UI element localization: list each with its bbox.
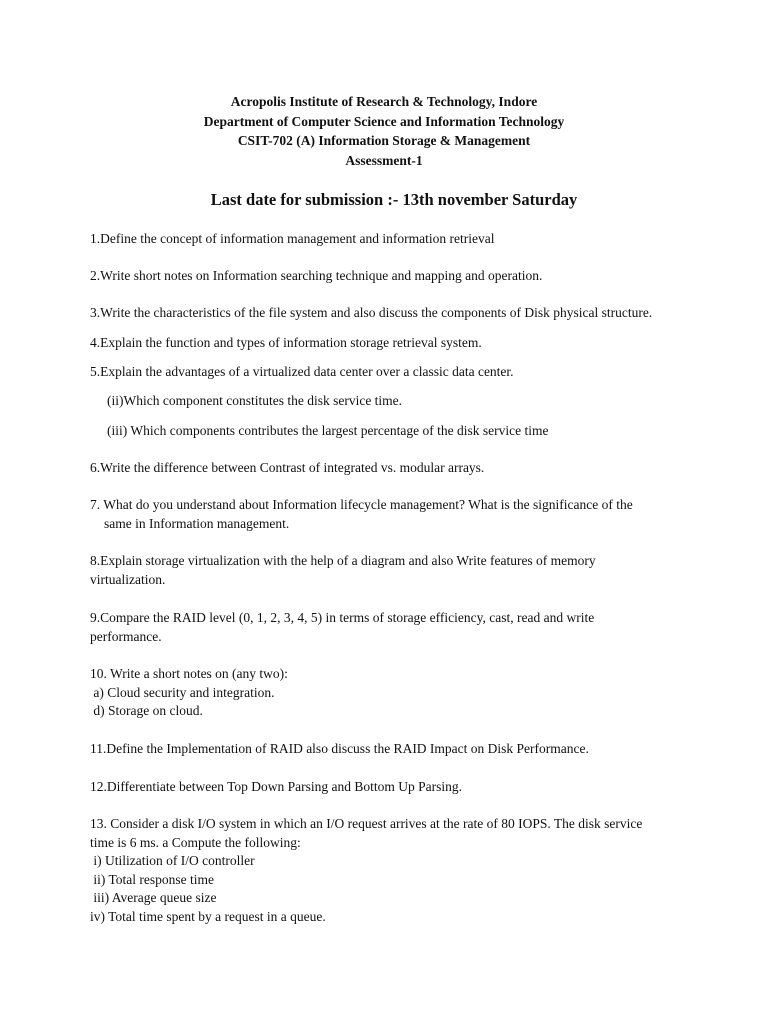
question-4: 4.Explain the function and types of information storage retrieval system. <box>90 335 482 350</box>
question-8 <box>90 552 690 589</box>
question-13-part-i: i) Utilization of I/O controller <box>90 853 255 868</box>
question-2: 2.Write short notes on Information searching technique and mapping and operation. <box>90 268 543 283</box>
question-8-line-1: 8.Explain storage virtualization with the help of a diagram and also Write features of memory <box>90 553 596 568</box>
question-10-line: 10. Write a short notes on (any two): <box>90 666 288 681</box>
question-5-part-iii: (iii) Which components contributes the largest percentage of the disk service time <box>107 423 549 438</box>
assessment-title: Assessment-1 <box>345 152 423 168</box>
institute-name: Acropolis Institute of Research & Technology, Indore <box>230 94 538 109</box>
question-7-line-1: 7. What do you understand about Information lifecycle management? What is the significance of the <box>90 497 633 512</box>
question-7 <box>90 496 690 533</box>
question-13 <box>90 815 690 926</box>
department-name: Department of Computer Science and Information Technology <box>203 113 565 129</box>
document-header <box>0 92 768 170</box>
submission-deadline: Last date for submission :- 13th november Saturday <box>210 190 578 209</box>
course-title: CSIT-702 (A) Information Storage & Management <box>237 133 531 148</box>
question-7-line-2: same in Information management. <box>104 515 290 531</box>
question-13-line-1: 13. Consider a disk I/O system in which an I/O request arrives at the rate of 80 IOPS. The disk service <box>90 816 643 831</box>
question-5: 5.Explain the advantages of a virtualized data center over a classic data center. <box>90 364 514 379</box>
question-9-line-2: performance. <box>90 628 162 644</box>
question-13-part-iii: iii) Average queue size <box>90 890 217 905</box>
question-9-line-1: 9.Compare the RAID level (0, 1, 2, 3, 4, 5) in terms of storage efficiency, cast, read and write <box>90 610 595 625</box>
question-10 <box>90 665 690 721</box>
question-3: 3.Write the characteristics of the file system and also discuss the components of Disk physical structure. <box>90 305 653 320</box>
question-5-part-ii: (ii)Which component constitutes the disk service time. <box>107 393 403 408</box>
question-13-part-ii: ii) Total response time <box>90 871 215 887</box>
question-12: 12.Differentiate between Top Down Parsing and Bottom Up Parsing. <box>90 779 462 794</box>
question-10-option-a: a) Cloud security and integration. <box>90 684 275 700</box>
question-11: 11.Define the Implementation of RAID also discuss the RAID Impact on Disk Performance. <box>90 741 589 756</box>
question-6: 6.Write the difference between Contrast of integrated vs. modular arrays. <box>90 460 485 475</box>
question-8-line-2: virtualization. <box>90 571 166 587</box>
question-13-part-iv: iv) Total time spent by a request in a queue. <box>90 908 326 924</box>
question-1: 1.Define the concept of information management and information retrieval <box>90 231 495 246</box>
question-13-line-2: time is 6 ms. a Compute the following: <box>90 834 301 850</box>
question-10-option-d: d) Storage on cloud. <box>90 703 203 718</box>
question-9 <box>90 609 690 646</box>
